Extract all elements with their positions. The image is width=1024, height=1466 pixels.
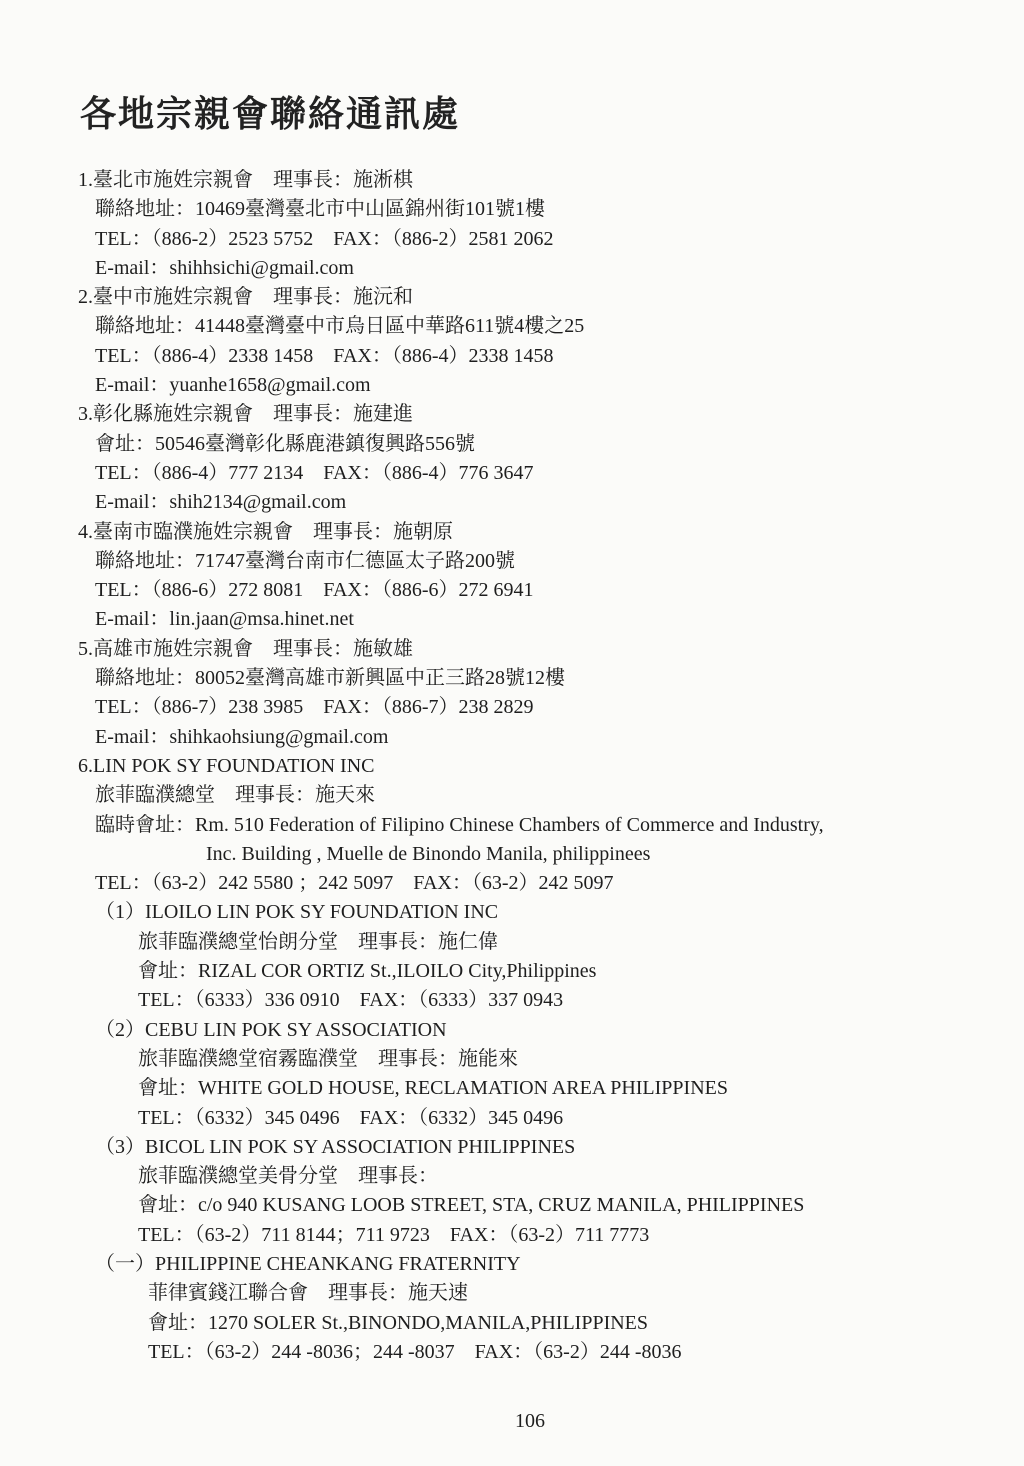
- address-line: 會址：c/o 940 KUSANG LOOB STREET, STA, CRUZ MANILA, PHILIPPINES: [138, 1194, 805, 1217]
- address-continuation-line: Inc. Building , Muelle de Binondo Manila, philippinees: [206, 842, 651, 865]
- organization-line: 旅菲臨濮總堂宿霧臨濮堂 理事長：施能來: [138, 1047, 518, 1070]
- sub-entry-heading: （3）BICOL LIN POK SY ASSOCIATION PHILIPPINES: [95, 1135, 576, 1158]
- sub-entry-heading: （2）CEBU LIN POK SY ASSOCIATION: [95, 1018, 447, 1041]
- entry-heading: 3.彰化縣施姓宗親會 理事長：施建進: [78, 403, 413, 426]
- organization-line: 旅菲臨濮總堂怡朗分堂 理事長：施仁偉: [138, 930, 498, 953]
- page-title: 各地宗親會聯絡通訊處: [80, 94, 461, 135]
- address-line: 聯絡地址：41448臺灣臺中市烏日區中華路611號4樓之25: [95, 315, 585, 338]
- phone-fax-line: TEL：（63-2）711 8144；711 9723 FAX：（63-2）711 7773: [138, 1223, 650, 1246]
- address-line: 聯絡地址：80052臺灣高雄市新興區中正三路28號12樓: [95, 667, 565, 690]
- email-line: E-mail：yuanhe1658@gmail.com: [95, 374, 371, 397]
- entry-heading: 5.高雄市施姓宗親會 理事長：施敏雄: [78, 637, 413, 660]
- entry-heading: 6.LIN POK SY FOUNDATION INC: [78, 754, 375, 777]
- entry-heading: 4.臺南市臨濮施姓宗親會 理事長：施朝原: [78, 520, 453, 543]
- email-line: E-mail：shihkaohsiung@gmail.com: [95, 725, 389, 748]
- email-line: E-mail：shihhsichi@gmail.com: [95, 256, 354, 279]
- email-line: E-mail：shih2134@gmail.com: [95, 491, 347, 514]
- email-line: E-mail：lin.jaan@msa.hinet.net: [95, 608, 354, 631]
- address-line: 聯絡地址：71747臺灣台南市仁德區太子路200號: [95, 549, 515, 572]
- phone-fax-line: TEL：（886-4）777 2134 FAX：（886-4）776 3647: [95, 461, 534, 484]
- phone-fax-line: TEL：（6333）336 0910 FAX：（6333）337 0943: [138, 989, 564, 1012]
- address-line: 會址：RIZAL COR ORTIZ St.,ILOILO City,Philippines: [138, 960, 597, 983]
- phone-fax-line: TEL：（886-6）272 8081 FAX：（886-6）272 6941: [95, 579, 534, 602]
- phone-fax-line: TEL：（886-2）2523 5752 FAX：（886-2）2581 2062: [95, 227, 554, 250]
- entry-heading: 1.臺北市施姓宗親會 理事長：施淅棋: [78, 169, 413, 191]
- sub-entry-heading: （1）ILOILO LIN POK SY FOUNDATION INC: [95, 901, 499, 924]
- directory-listing: [78, 166, 958, 1367]
- phone-fax-line: TEL：（63-2）244 -8036；244 -8037 FAX：（63-2）244 -8036: [148, 1340, 682, 1363]
- phone-fax-line: TEL：（886-7）238 3985 FAX：（886-7）238 2829: [95, 696, 534, 719]
- address-line: 會址：1270 SOLER St.,BINONDO,MANILA,PHILIPPINES: [148, 1311, 649, 1334]
- phone-fax-line: TEL：（886-4）2338 1458 FAX：（886-4）2338 1458: [95, 344, 554, 367]
- address-line: 臨時會址：Rm. 510 Federation of Filipino Chinese Chambers of Commerce and Industry,: [95, 813, 824, 836]
- page-number: 106: [515, 1410, 545, 1432]
- phone-fax-line: TEL：（6332）345 0496 FAX：（6332）345 0496: [138, 1106, 564, 1129]
- address-line: 會址：50546臺灣彰化縣鹿港鎮復興路556號: [95, 432, 475, 455]
- organization-line: 旅菲臨濮總堂美骨分堂 理事長：: [138, 1165, 438, 1188]
- organization-line: 菲律賓錢江聯合會 理事長：施天速: [148, 1282, 468, 1305]
- address-line: 聯絡地址：10469臺灣臺北市中山區錦州街101號1樓: [95, 198, 545, 221]
- address-line: 會址：WHITE GOLD HOUSE, RECLAMATION AREA PHILIPPINES: [138, 1077, 728, 1100]
- sub-entry-heading: （一）PHILIPPINE CHEANKANG FRATERNITY: [95, 1252, 521, 1275]
- organization-line: 旅菲臨濮總堂 理事長：施天來: [95, 784, 375, 807]
- entry-heading: 2.臺中市施姓宗親會 理事長：施沅和: [78, 286, 413, 309]
- phone-fax-line: TEL：（63-2）242 5580 ；242 5097 FAX：（63-2）242 5097: [95, 872, 614, 895]
